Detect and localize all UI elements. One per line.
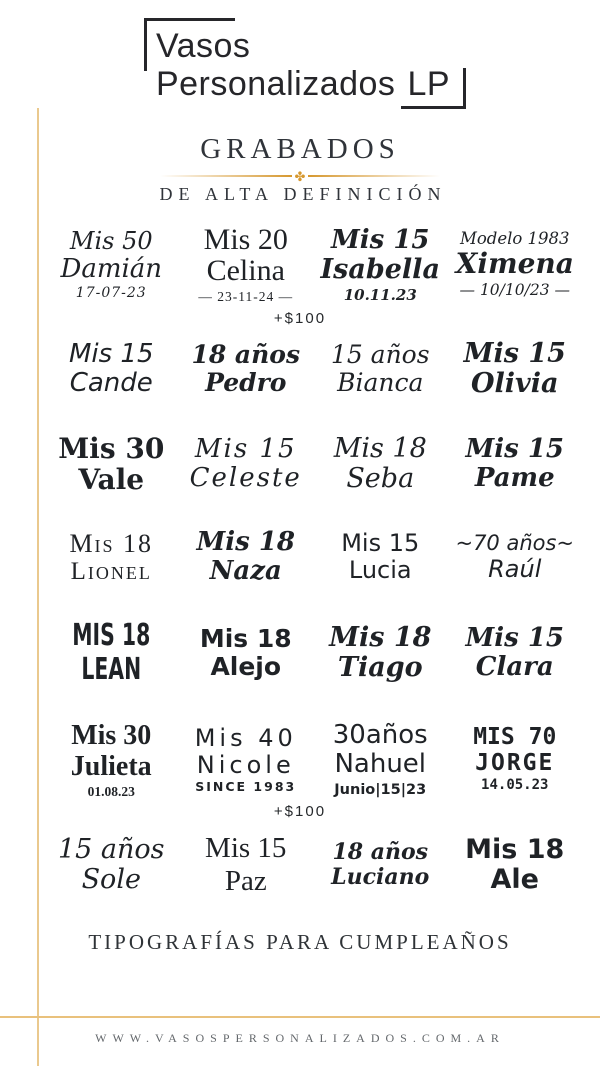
fleur-ornament-icon: ✤ bbox=[294, 168, 306, 184]
price-note: +$100 bbox=[273, 310, 327, 328]
sample-text-line: — 10/10/23 — bbox=[459, 280, 570, 299]
sample-lucia bbox=[313, 530, 448, 584]
sample-text-line: Nicole bbox=[196, 750, 295, 779]
sample-text-line: Lionel bbox=[70, 557, 152, 585]
sample-clara bbox=[448, 624, 583, 682]
samples-row bbox=[0, 528, 600, 586]
logo-bracket-top-left bbox=[144, 18, 235, 71]
sample-text-line: Mis 20 bbox=[203, 223, 288, 257]
sample-text-line: Naza bbox=[209, 556, 282, 587]
sample-text-line: Junio|15|23 bbox=[334, 781, 427, 798]
sample-text-line: Raúl bbox=[488, 554, 542, 583]
sample-text-line: Alejo bbox=[210, 652, 282, 682]
sample-text-line: Ale bbox=[490, 863, 539, 895]
sample-text-line: Mis 15 bbox=[205, 832, 287, 865]
sample-ale bbox=[448, 835, 583, 895]
sample-text-line: Mis 15 bbox=[68, 339, 154, 370]
sample-ximena bbox=[448, 230, 583, 299]
sample-text-line: Lucia bbox=[348, 556, 412, 585]
sample-text-line: Celeste bbox=[189, 462, 302, 493]
sample-damian bbox=[44, 228, 179, 302]
sample-pame bbox=[448, 435, 583, 493]
sample-text-line: Sole bbox=[81, 863, 141, 895]
sample-naza bbox=[179, 528, 314, 586]
sample-text-line: Paz bbox=[224, 864, 267, 897]
samples-row bbox=[0, 720, 600, 800]
sample-text-line: Mis 18 bbox=[333, 432, 427, 464]
sample-text-line: Damián bbox=[60, 253, 163, 284]
samples-row bbox=[0, 225, 600, 304]
sample-lean bbox=[44, 619, 179, 686]
sample-text-line: JORGE bbox=[475, 749, 555, 776]
logo-line-1: Vasos bbox=[155, 27, 251, 65]
sample-text-line: 14.05.23 bbox=[481, 777, 549, 794]
sample-text-line: Mis 18 bbox=[329, 621, 432, 653]
sample-celeste bbox=[179, 435, 314, 493]
website-url: WWW.VASOSPERSONALIZADOS.COM.AR bbox=[95, 1031, 505, 1045]
divider-line-left bbox=[160, 175, 292, 177]
sample-text-line: ~70 años~ bbox=[455, 531, 575, 556]
typography-samples bbox=[0, 225, 600, 897]
sample-text-line: Mis 15 bbox=[194, 433, 297, 464]
sample-text-line: LEAN bbox=[81, 652, 142, 688]
samples-row bbox=[0, 832, 600, 897]
sample-text-line: Cande bbox=[69, 368, 153, 399]
sample-text-line: Mis 15 bbox=[463, 338, 566, 370]
sample-olivia bbox=[448, 339, 583, 399]
sample-text-line: 10.11.23 bbox=[343, 285, 417, 304]
sample-vale bbox=[44, 433, 179, 496]
logo-suffix: LP bbox=[403, 65, 454, 103]
sample-text-line: Mis 18 bbox=[465, 833, 565, 865]
sample-text-line: Pame bbox=[474, 462, 555, 493]
sample-text-line: 15 años bbox=[57, 833, 165, 865]
sample-nicole bbox=[179, 725, 314, 795]
page-subtitle: DE ALTA DEFINICIÓN bbox=[159, 184, 447, 205]
sample-text-line: 15 años bbox=[330, 340, 430, 370]
sample-bianca bbox=[313, 341, 448, 397]
sample-text-line: Isabella bbox=[320, 253, 440, 285]
sample-isabella bbox=[313, 226, 448, 304]
sample-text-line: Ximena bbox=[455, 247, 574, 281]
divider-line-right bbox=[308, 175, 440, 177]
title-divider bbox=[140, 169, 460, 183]
sample-text-line: SINCE 1983 bbox=[195, 779, 297, 795]
bottom-caption: TIPOGRAFÍAS PARA CUMPLEAÑOS bbox=[88, 930, 512, 955]
bottom-accent-line bbox=[0, 1016, 600, 1018]
sample-text-line: Bianca bbox=[337, 368, 424, 398]
sample-jorge bbox=[448, 725, 583, 794]
sample-julieta bbox=[44, 720, 179, 800]
sample-luciano bbox=[313, 840, 448, 889]
sample-text-line: Mis 18 bbox=[196, 527, 296, 558]
sample-seba bbox=[313, 434, 448, 494]
sample-text-line: Mis 15 bbox=[465, 433, 565, 464]
sample-text-line: 17-07-23 bbox=[75, 284, 147, 301]
sample-text-line: Mis 40 bbox=[194, 723, 297, 752]
sample-alejo bbox=[179, 625, 314, 681]
sample-text-line: MIS 18 bbox=[72, 618, 151, 654]
sample-text-line: Olivia bbox=[471, 368, 559, 400]
sample-raul bbox=[448, 532, 583, 582]
samples-row bbox=[0, 433, 600, 496]
sample-text-line: — 23-11-24 — bbox=[198, 288, 294, 304]
sample-text-line: Mis 18 bbox=[199, 624, 292, 654]
sample-text-line: Mis 15 bbox=[465, 622, 565, 653]
sample-text-line: Modelo 1983 bbox=[459, 229, 570, 248]
sample-text-line: MIS 70 bbox=[473, 723, 557, 750]
sample-cande bbox=[44, 340, 179, 398]
sample-pedro bbox=[179, 341, 314, 397]
sample-text-line: 01.08.23 bbox=[87, 784, 135, 800]
page-title: GRABADOS bbox=[200, 133, 400, 166]
logo bbox=[0, 0, 600, 111]
sample-text-line: Seba bbox=[346, 462, 415, 494]
sample-text-line: Mis 50 bbox=[69, 226, 153, 255]
sample-celina bbox=[179, 225, 314, 304]
sample-text-line: Mis 30 bbox=[58, 431, 165, 465]
sample-nahuel bbox=[313, 721, 448, 797]
logo-word: Personalizados bbox=[155, 65, 396, 104]
sample-text-line: Tiago bbox=[337, 652, 423, 684]
left-accent-line bbox=[37, 108, 39, 1066]
sample-text-line: Clara bbox=[475, 652, 554, 683]
sample-text-line: 30años bbox=[332, 720, 428, 751]
samples-row bbox=[0, 619, 600, 686]
sample-text-line: Mis 18 bbox=[69, 528, 154, 558]
sample-text-line: Mis 15 bbox=[341, 529, 420, 558]
sample-tiago bbox=[313, 623, 448, 683]
sample-paz bbox=[179, 832, 314, 897]
sample-text-line: Vale bbox=[78, 462, 145, 496]
sample-lionel bbox=[44, 529, 179, 586]
sample-text-line: Celina bbox=[206, 254, 285, 288]
sample-text-line: Nahuel bbox=[334, 749, 427, 780]
logo-box bbox=[144, 18, 456, 111]
sample-text-line: Mis 15 bbox=[330, 224, 430, 255]
sample-text-line: 18 años bbox=[191, 340, 301, 370]
sample-text-line: Luciano bbox=[331, 863, 430, 890]
sample-text-line: Julieta bbox=[70, 751, 152, 782]
sample-sole bbox=[44, 835, 179, 895]
price-note: +$100 bbox=[273, 803, 327, 821]
sample-text-line: Pedro bbox=[205, 368, 287, 398]
sample-text-line: Mis 30 bbox=[71, 719, 152, 751]
logo-bracket-bottom-right bbox=[401, 68, 466, 109]
sample-text-line: 18 años bbox=[332, 839, 429, 866]
samples-row bbox=[0, 339, 600, 399]
